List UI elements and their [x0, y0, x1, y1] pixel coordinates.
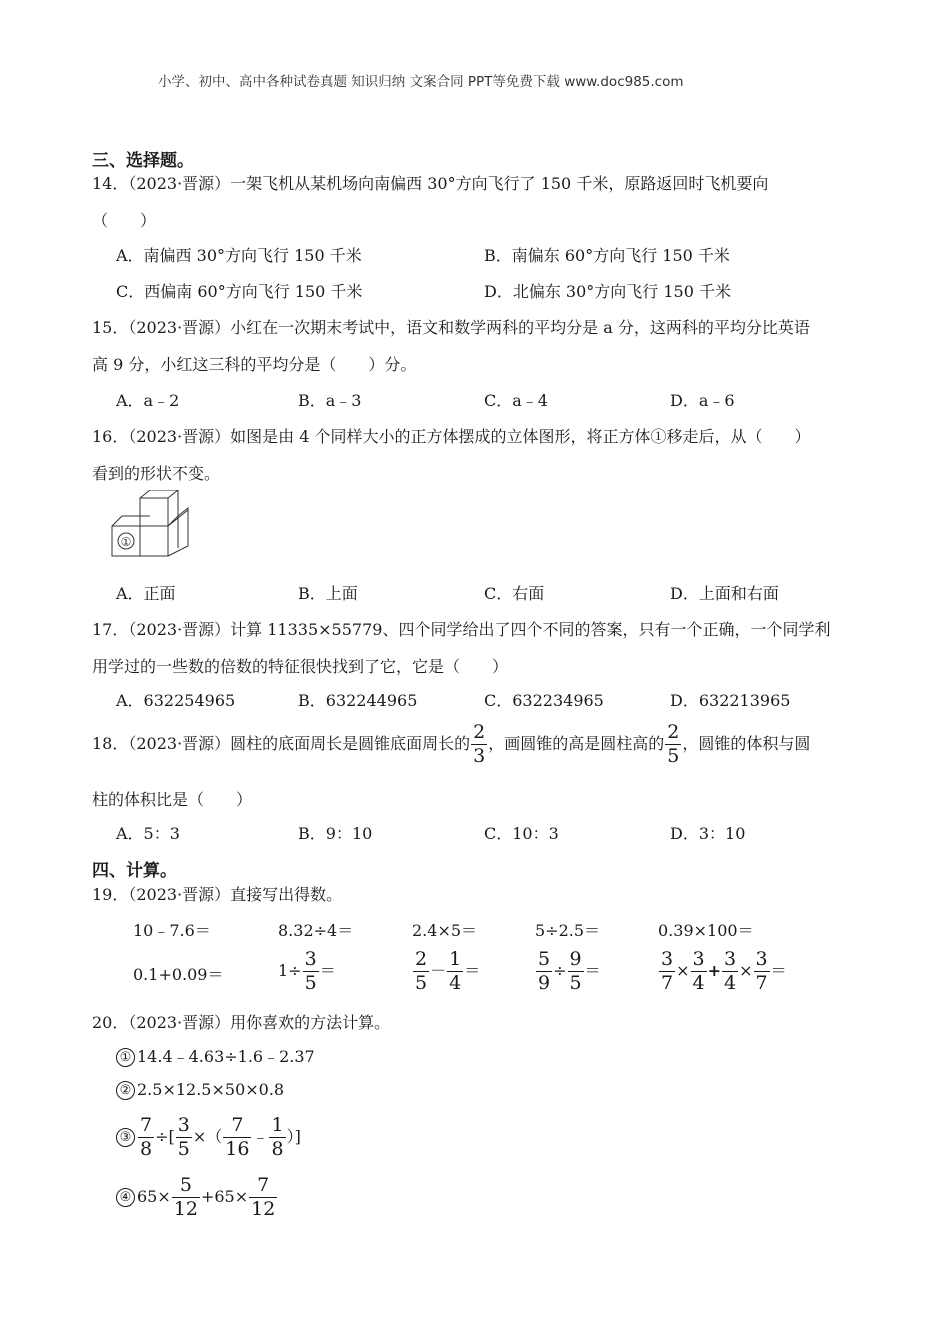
denominator: 16 — [225, 1138, 250, 1160]
option-c: C．西偏南 60°方向飞行 150 千米 — [116, 282, 363, 301]
text-seg: 65× — [137, 1187, 171, 1206]
option-b: B．9：10 — [298, 824, 373, 843]
text-seg: 1÷ — [278, 961, 302, 980]
operator: ÷ — [553, 961, 567, 980]
calc-item — [412, 950, 480, 993]
question-text: 14．（2023·晋源）一架飞机从某机场向南偏西 30°方向飞行了 150 千米，原路返回时飞机要向 — [92, 174, 769, 193]
option-b: B．上面 — [298, 584, 358, 603]
fraction — [176, 1116, 192, 1159]
numerator: 7 — [249, 1176, 277, 1198]
expression: 2.5×12.5×50×0.8 — [137, 1080, 285, 1099]
question-text: 15．（2023·晋源）小红在一次期末考试中，语文和数学两科的平均分是 a 分，这两科的平均分比英语 — [92, 318, 810, 337]
denominator: 5 — [304, 972, 317, 994]
option-d: D．a﹣6 — [670, 391, 735, 410]
denominator: 4 — [692, 972, 705, 994]
denominator: 5 — [667, 745, 680, 767]
operator: × — [676, 961, 690, 980]
numerator: 3 — [661, 948, 674, 970]
denominator: 8 — [140, 1138, 153, 1160]
option-c: C．10：3 — [484, 824, 559, 843]
fraction — [754, 950, 770, 993]
text-seg: 18．（2023·晋源）圆柱的底面周长是圆锥底面周长的 — [92, 734, 471, 753]
numerator: 2 — [473, 721, 486, 743]
fraction — [659, 950, 675, 993]
numerator: 7 — [140, 1114, 153, 1136]
denominator: 3 — [473, 745, 486, 767]
option-c: C．右面 — [484, 584, 545, 603]
question-text: 16．（2023·晋源）如图是由 4 个同样大小的正方体摆成的立体图形，将正方体①移走后，从（ ） — [92, 427, 811, 446]
numerator: 2 — [667, 721, 680, 743]
item-number: ③ — [116, 1128, 135, 1147]
calc-item — [535, 950, 601, 993]
denominator: 8 — [271, 1138, 284, 1160]
calc-item: 5÷2.5＝ — [535, 921, 601, 940]
numerator: 3 — [755, 948, 768, 970]
numerator: 1 — [271, 1114, 284, 1136]
denominator: 4 — [449, 972, 462, 994]
calc-item-3 — [116, 1116, 301, 1159]
text-seg: ＝ — [770, 961, 787, 980]
option-d: D．3：10 — [670, 824, 746, 843]
text-seg: ×（ — [192, 1127, 223, 1146]
denominator: 12 — [251, 1198, 276, 1220]
option-a: A．5：3 — [116, 824, 180, 843]
numerator: 9 — [569, 948, 582, 970]
option-a: A．a﹣2 — [116, 391, 180, 410]
numerator: 5 — [172, 1176, 200, 1198]
operator: + — [707, 961, 721, 980]
calc-item: 2.4×5＝ — [412, 921, 478, 940]
question-text-cont: 看到的形状不变。 — [92, 464, 221, 483]
numerator: 2 — [415, 948, 428, 970]
question-text-cont: 用学过的一些数的倍数的特征很快找到了它，它是（ ） — [92, 657, 509, 676]
fraction — [223, 1116, 251, 1159]
denominator: 7 — [755, 972, 768, 994]
calc-item — [278, 950, 336, 993]
denominator: 9 — [538, 972, 551, 994]
section-title-calc: 四、计算。 — [92, 861, 177, 881]
fraction — [303, 950, 319, 993]
option-c: C．a﹣4 — [484, 391, 548, 410]
fraction — [172, 1176, 200, 1219]
fraction — [691, 950, 707, 993]
numerator: 3 — [304, 948, 317, 970]
question-text: 20．（2023·晋源）用你喜欢的方法计算。 — [92, 1013, 391, 1032]
calc-item: 10﹣7.6＝ — [133, 921, 211, 940]
fraction — [471, 723, 487, 766]
calc-item: 0.39×100＝ — [658, 921, 754, 940]
text-seg: ＝ — [319, 961, 336, 980]
fraction — [269, 1116, 285, 1159]
text-seg: ＝ — [464, 961, 481, 980]
fraction — [722, 950, 738, 993]
text-seg: ÷[ — [155, 1127, 175, 1146]
question-text — [92, 723, 810, 766]
text-seg: ，画圆锥的高是圆柱高的 — [488, 734, 665, 753]
item-number: ① — [116, 1048, 135, 1067]
expression: 14.4﹣4.63÷1.6﹣2.37 — [137, 1047, 315, 1066]
option-b: B．632244965 — [298, 691, 418, 710]
numerator: 3 — [177, 1114, 190, 1136]
calc-item — [658, 950, 787, 993]
cube-label: ① — [120, 535, 132, 549]
numerator: 7 — [223, 1116, 251, 1138]
option-d: D．上面和右面 — [670, 584, 779, 603]
operator: － — [430, 961, 447, 980]
text-seg: ＝ — [584, 961, 601, 980]
question-text: 17．（2023·晋源）计算 11335×55779、四个同学给出了四个不同的答案，只有一个正确，一个同学利 — [92, 620, 831, 639]
numerator: 1 — [449, 948, 462, 970]
item-number: ④ — [116, 1188, 135, 1207]
denominator: 5 — [177, 1138, 190, 1160]
calc-item-1 — [116, 1044, 315, 1067]
question-text-cont: 柱的体积比是（ ） — [92, 790, 253, 809]
section-title-choice: 三、选择题。 — [92, 151, 194, 171]
fraction — [138, 1116, 154, 1159]
question-text: 19．（2023·晋源）直接写出得数。 — [92, 885, 343, 904]
fraction — [447, 950, 463, 993]
option-a: A．正面 — [116, 584, 176, 603]
fraction — [413, 950, 429, 993]
fraction — [249, 1176, 277, 1219]
denominator: 5 — [569, 972, 582, 994]
option-a: A．632254965 — [116, 691, 236, 710]
item-number: ② — [116, 1081, 135, 1100]
option-c: C．632234965 — [484, 691, 604, 710]
cube-figure — [108, 490, 198, 560]
fraction — [665, 723, 681, 766]
denominator: 12 — [173, 1198, 198, 1220]
calc-item: 0.1+0.09＝ — [133, 965, 224, 984]
denominator: 7 — [661, 972, 674, 994]
text-seg: +65× — [200, 1187, 249, 1206]
text-seg: ）] — [286, 1127, 301, 1146]
option-d: D．632213965 — [670, 691, 791, 710]
question-text-cont: 高 9 分，小红这三科的平均分是（ ）分。 — [92, 355, 417, 374]
numerator: 3 — [692, 948, 705, 970]
calc-item: 8.32÷4＝ — [278, 921, 354, 940]
page-header: 小学、初中、高中各种试卷真题 知识归纳 文案合同 PPT等免费下载 www.doc985.com — [158, 74, 684, 90]
fraction — [536, 950, 552, 993]
text-seg: ，圆锥的体积与圆 — [682, 734, 811, 753]
calc-item-4 — [116, 1176, 278, 1219]
option-b: B．a﹣3 — [298, 391, 362, 410]
option-a: A．南偏西 30°方向飞行 150 千米 — [116, 246, 362, 265]
option-d: D．北偏东 30°方向飞行 150 千米 — [484, 282, 731, 301]
numerator: 5 — [538, 948, 551, 970]
calc-item-2 — [116, 1080, 284, 1100]
text-seg: ﹣ — [252, 1127, 269, 1146]
operator: × — [739, 961, 753, 980]
option-b: B．南偏东 60°方向飞行 150 千米 — [484, 246, 730, 265]
denominator: 5 — [415, 972, 428, 994]
answer-blank: （ ） — [92, 211, 157, 230]
numerator: 3 — [724, 948, 737, 970]
fraction — [568, 950, 584, 993]
denominator: 4 — [724, 972, 737, 994]
